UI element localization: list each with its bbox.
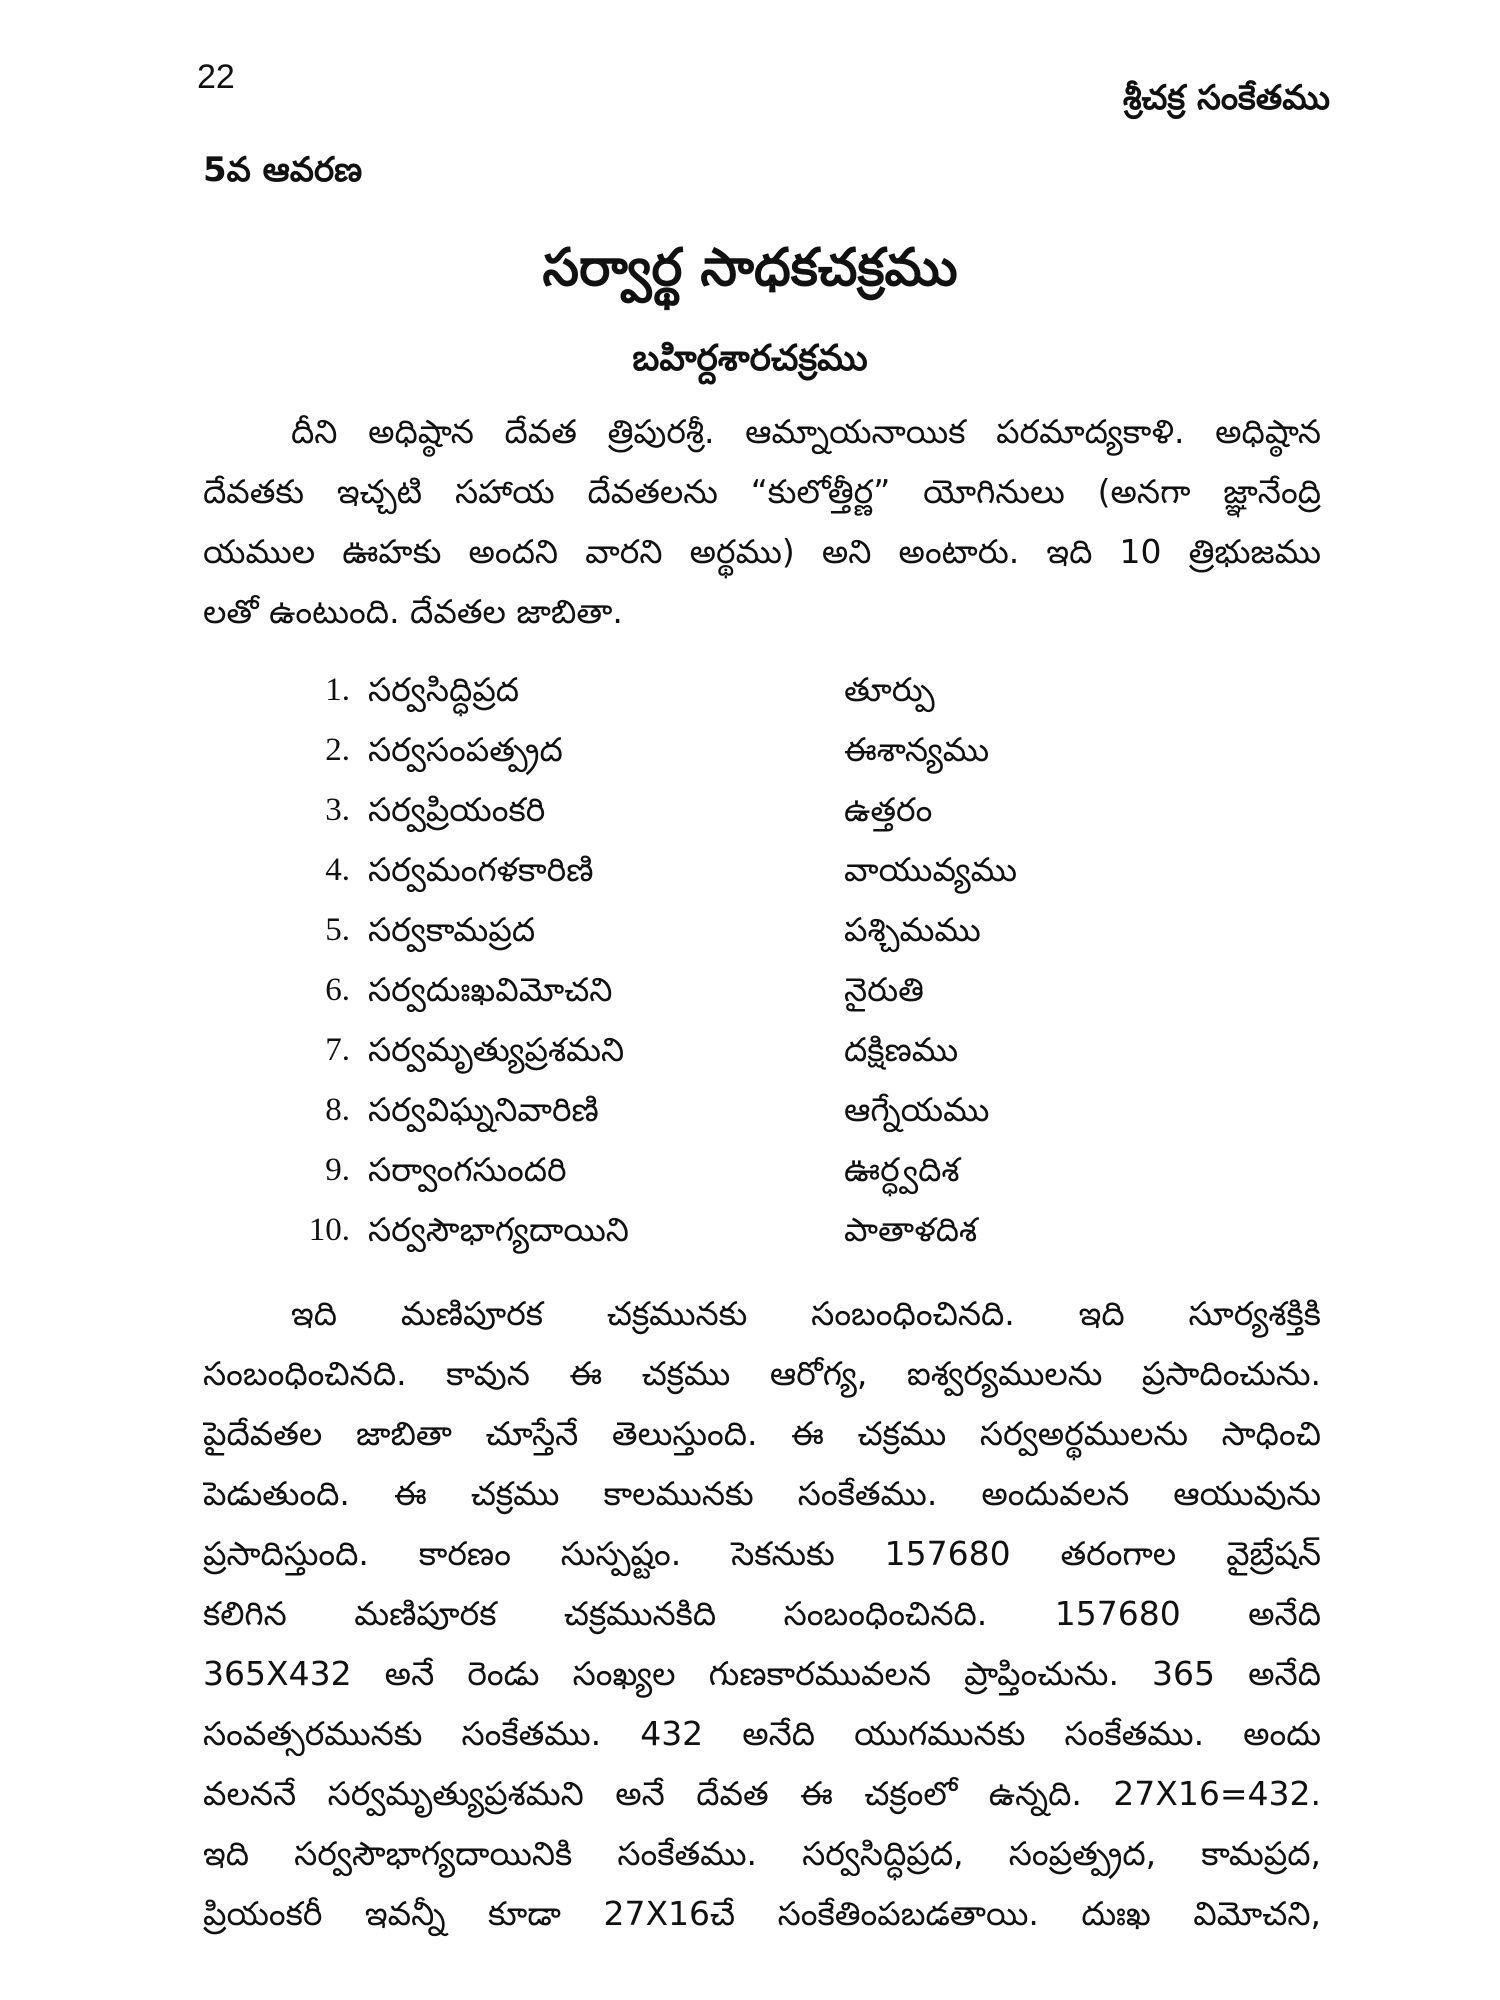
direction-name: ఆగ్నేయము — [844, 1090, 990, 1129]
deity-name: సర్వసిద్ధిప్రద — [368, 670, 520, 709]
paragraph-line: వలననే సర్వమృత్యుప్రశమని అనే దేవత ఈ చక్రంలో ఉన్నది. 27X16=432. — [203, 1774, 1321, 1813]
deity-name: సర్వసౌభాగ్యదాయిని — [368, 1210, 629, 1249]
list-number: 1. — [325, 672, 350, 708]
direction-name: పశ్చిమము — [844, 910, 981, 949]
list-number: 3. — [325, 792, 350, 828]
paragraph-line: ఇది మణిపూరక చక్రమునకు సంబంధించినది. ఇది సూర్యశక్తికి — [291, 1294, 1321, 1333]
deity-name: సర్వమృత్యుప్రశమని — [368, 1030, 625, 1069]
list-number: 6. — [325, 972, 350, 1008]
running-head: శ్రీచక్ర సంకేతము — [1122, 78, 1330, 118]
paragraph-line: యముల ఊహకు అందని వారని అర్థము) అని అంటారు. ఇది 10 త్రిభుజము — [203, 532, 1321, 571]
list-item — [280, 720, 1180, 780]
deity-name: సర్వసంపత్ప్రద — [368, 730, 563, 769]
paragraph-line: ప్రియంకరీ ఇవన్నీ కూడా 27X16చే సంకేతింపబడతాయి. దుఃఖ విమోచని, — [203, 1894, 1321, 1933]
list-number: 4. — [325, 852, 350, 888]
list-item — [280, 1200, 1180, 1260]
deity-name: సర్వమంగళకారిణి — [368, 850, 594, 889]
chapter-subtitle: బహిర్దశారచక్రము — [632, 338, 868, 379]
paragraph-line: పైదేవతల జాబితా చూస్తేనే తెలుస్తుంది. ఈ చక్రము సర్వఅర్థములను సాధించి — [203, 1414, 1321, 1453]
paragraph-line: ప్రసాదిస్తుంది. కారణం సుస్పష్టం. సెకనుకు 157680 తరంగాల వైబ్రేషన్ — [203, 1534, 1321, 1573]
list-number: 10. — [308, 1212, 350, 1248]
paragraph-line: దేవతకు ఇచ్చటి సహాయ దేవతలను “కులోత్తీర్ణ” యోగినులు (అనగా జ్ఞానేంద్రి — [203, 472, 1321, 511]
list-item — [280, 840, 1180, 900]
paragraph-line: దీని అధిష్ఠాన దేవత త్రిపురశ్రీ. ఆమ్నాయనాయిక పరమాద్యకాళి. అధిష్ఠాన — [291, 412, 1321, 451]
intro-paragraph — [203, 402, 1321, 642]
section-label: 5వ ఆవరణ — [203, 150, 363, 190]
body-paragraph — [203, 1284, 1321, 1944]
deity-name: సర్వాంగసుందరి — [368, 1150, 567, 1189]
deity-name: సర్వదుఃఖవిమోచని — [368, 970, 613, 1009]
list-item — [280, 1140, 1180, 1200]
list-item — [280, 900, 1180, 960]
paragraph-line: సంబంధించినది. కావున ఈ చక్రము ఆరోగ్య, ఐశ్వర్యములను ప్రసాదించును. — [203, 1354, 1321, 1393]
paragraph-line: పెడుతుంది. ఈ చక్రము కాలమునకు సంకేతము. అందువలన ఆయువును — [203, 1474, 1321, 1513]
direction-name: ఈశాన్యము — [844, 730, 990, 769]
list-item — [280, 1020, 1180, 1080]
deity-name: సర్వవిఘ్ననివారిణి — [368, 1090, 599, 1129]
list-number: 5. — [325, 912, 350, 948]
deity-list — [280, 660, 1180, 1260]
deity-name: సర్వప్రియంకరి — [368, 790, 546, 829]
deity-name: సర్వకామప్రద — [368, 910, 536, 949]
page-number: 22 — [197, 58, 235, 96]
direction-name: ఊర్ధ్వదిశ — [844, 1150, 960, 1189]
list-number: 2. — [325, 732, 350, 768]
list-item — [280, 780, 1180, 840]
paragraph-line: ఇది సర్వసౌభాగ్యదాయినికి సంకేతము. సర్వసిద్ధిప్రద, సంప్రత్ప్రద, కామప్రద, — [203, 1834, 1321, 1873]
paragraph-line: 365X432 అనే రెండు సంఖ్యల గుణకారమువలన ప్రాప్తించును. 365 అనేది — [203, 1654, 1321, 1693]
direction-name: తూర్పు — [844, 670, 935, 709]
paragraph-line: కలిగిన మణిపూరక చక్రమునకిది సంబంధించినది. 157680 అనేది — [203, 1594, 1321, 1633]
list-item — [280, 660, 1180, 720]
paragraph-line: లతో ఉంటుంది. దేవతల జాబితా. — [203, 592, 623, 631]
chapter-title: సర్వార్థ సాధకచక్రము — [542, 238, 958, 298]
list-item — [280, 1080, 1180, 1140]
direction-name: దక్షిణము — [844, 1030, 959, 1069]
list-number: 9. — [325, 1152, 350, 1188]
paragraph-line: సంవత్సరమునకు సంకేతము. 432 అనేది యుగమునకు సంకేతము. అందు — [203, 1714, 1321, 1753]
list-item — [280, 960, 1180, 1020]
direction-name: నైరుతి — [844, 970, 924, 1009]
direction-name: వాయువ్యము — [844, 850, 1017, 889]
direction-name: పాతాళదిశ — [844, 1210, 978, 1249]
list-number: 7. — [325, 1032, 350, 1068]
list-number: 8. — [325, 1092, 350, 1128]
direction-name: ఉత్తరం — [844, 790, 933, 829]
